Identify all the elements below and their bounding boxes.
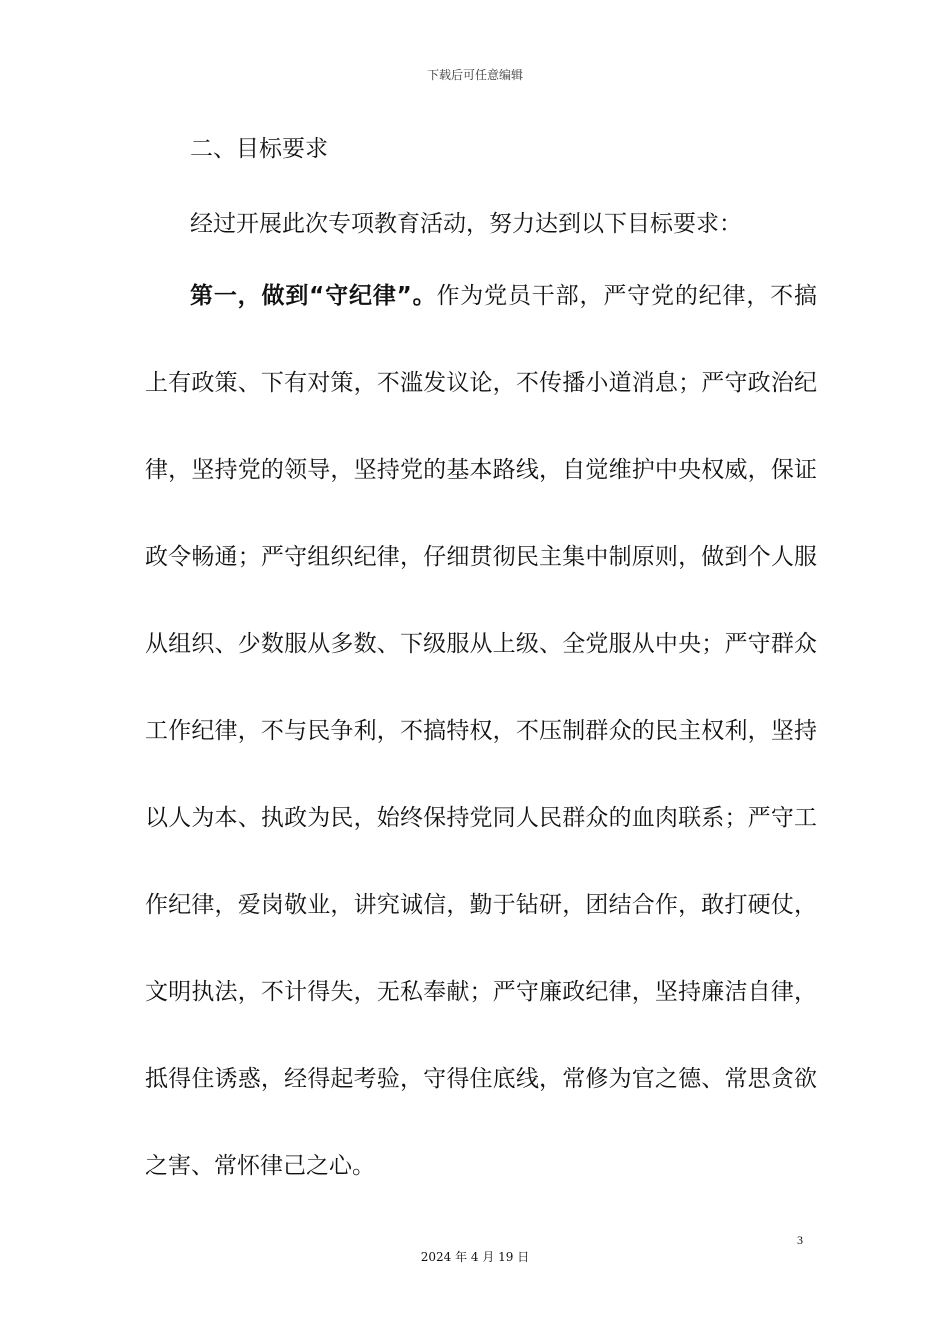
section-heading: 二、目标要求 [190,136,328,162]
paragraph-body: 作为党员干部，严守党的纪律，不搞上有政策、下有对策，不滥发议论，不传播小道消息；严守政治纪律，坚持党的领导，坚持党的基本路线，自觉维护中央权威，保证政令畅通；严守组织纪律，仔细贯彻民主集中制原则，做到个人服从组织、少数服从多数、下级服从上级、全党服从中央；严守群众工作纪律，不与民争利，不搞特权，不压制群众的民主权利，坚持以人为本、执政为民，始终保持党同人民群众的血肉联系；严守工作纪律，爱岗敬业，讲究诚信，勤于钻研，团结合作，敢打硬仗，文明执法，不计得失，无私奉献；严守廉政纪律，坚持廉洁自律，抵得住诱惑，经得起考验，守得住底线，常修为官之德、常思贪欲之害、常怀律己之心。 [145,283,818,1179]
page-header: 下载后可任意编辑 [426,68,523,82]
page-number: 3 [797,1233,803,1247]
paragraph-lead: 第一，做到“守纪律”。 [190,283,437,309]
intro-sentence: 经过开展此次专项教育活动，努力达到以下目标要求： [190,211,742,237]
body-paragraph [145,253,817,1210]
page-footer-date: 2024 年 4 月 19 日 [420,1250,530,1264]
